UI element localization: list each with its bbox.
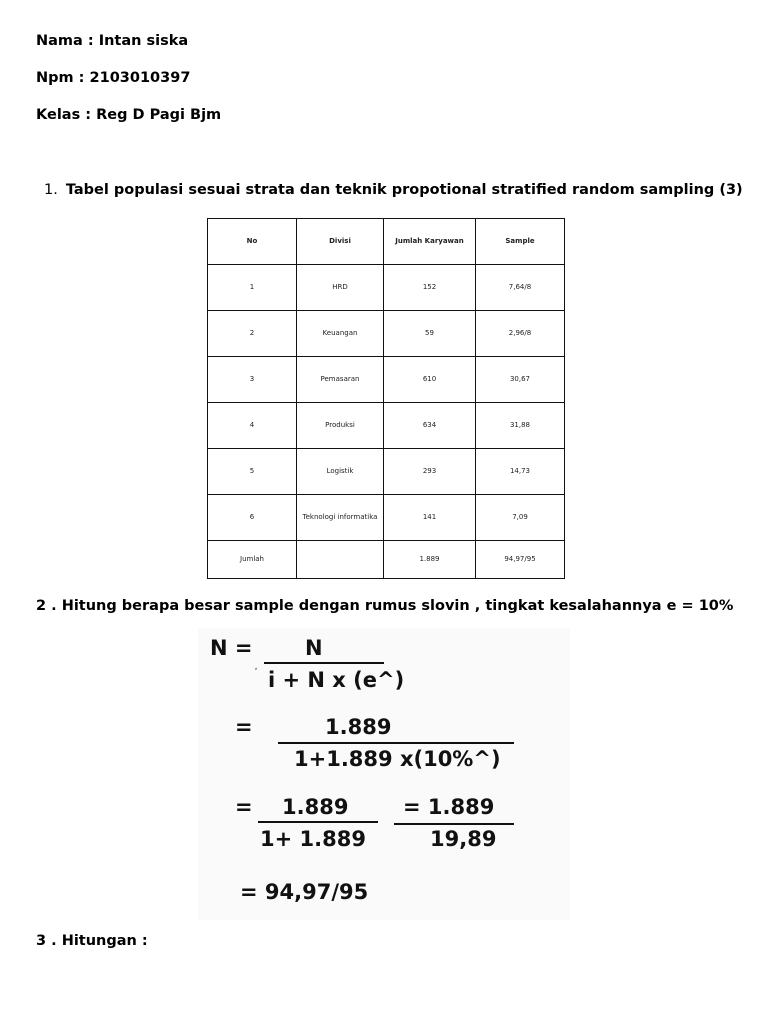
table-row xyxy=(208,449,565,495)
fraction-bar-1 xyxy=(264,662,384,664)
cell-jumlah: 141 xyxy=(384,495,476,541)
cell-divisi: Pemasaran xyxy=(297,357,384,403)
cell-total-sample: 94,97/95 xyxy=(476,541,565,579)
formula-denominator-1: i + N x (e^) xyxy=(268,668,405,692)
table-header-row xyxy=(208,219,565,265)
cell-total-jumlah: 1.889 xyxy=(384,541,476,579)
table-total-row xyxy=(208,541,565,579)
cell-sample: 7,09 xyxy=(476,495,565,541)
cell-jumlah: 59 xyxy=(384,311,476,357)
formula-equals-3: = xyxy=(235,795,253,819)
cell-total-label: Jumlah xyxy=(208,541,297,579)
formula-result: = 94,97/95 xyxy=(240,880,369,904)
formula-tick: , xyxy=(255,664,258,671)
cell-no: 5 xyxy=(208,449,297,495)
formula-numerator-2: 1.889 xyxy=(325,715,392,739)
slovin-formula xyxy=(198,628,570,920)
table-row xyxy=(208,311,565,357)
cell-total-empty xyxy=(297,541,384,579)
table-row xyxy=(208,495,565,541)
table-row xyxy=(208,403,565,449)
table-row xyxy=(208,357,565,403)
cell-divisi: Produksi xyxy=(297,403,384,449)
fraction-bar-3 xyxy=(258,821,378,823)
cell-sample: 14,73 xyxy=(476,449,565,495)
fraction-bar-4 xyxy=(394,823,514,825)
class-line: Kelas : Reg D Pagi Bjm xyxy=(36,107,222,123)
cell-no: 2 xyxy=(208,311,297,357)
cell-divisi: Keuangan xyxy=(297,311,384,357)
name-line: Nama : Intan siska xyxy=(36,33,189,49)
formula-lhs: N = xyxy=(210,636,253,660)
cell-jumlah: 293 xyxy=(384,449,476,495)
cell-no: 4 xyxy=(208,403,297,449)
table-row xyxy=(208,265,565,311)
header-divisi: Divisi xyxy=(297,219,384,265)
header-jumlah-karyawan: Jumlah Karyawan xyxy=(384,219,476,265)
cell-divisi: Logistik xyxy=(297,449,384,495)
cell-no: 3 xyxy=(208,357,297,403)
question-3: 3 . Hitungan : xyxy=(36,933,148,949)
header-no: No xyxy=(208,219,297,265)
formula-equals-2: = xyxy=(235,715,253,739)
cell-sample: 30,67 xyxy=(476,357,565,403)
question-2: 2 . Hitung berapa besar sample dengan rumus slovin , tingkat kesalahannya e = 10% xyxy=(36,598,734,614)
question-1 xyxy=(44,182,743,198)
cell-sample: 31,88 xyxy=(476,403,565,449)
question-1-number: 1. xyxy=(44,182,58,198)
cell-jumlah: 152 xyxy=(384,265,476,311)
question-1-text: Tabel populasi sesuai strata dan teknik propotional stratified random sampling (3) xyxy=(65,182,743,198)
formula-numerator-4: = 1.889 xyxy=(403,795,495,819)
formula-numerator-3: 1.889 xyxy=(282,795,349,819)
cell-no: 6 xyxy=(208,495,297,541)
cell-divisi: HRD xyxy=(297,265,384,311)
header-sample: Sample xyxy=(476,219,565,265)
cell-jumlah: 610 xyxy=(384,357,476,403)
formula-numerator-1: N xyxy=(305,636,323,660)
formula-denominator-3: 1+ 1.889 xyxy=(260,827,366,851)
formula-denominator-2: 1+1.889 x(10%^) xyxy=(294,747,501,771)
cell-jumlah: 634 xyxy=(384,403,476,449)
population-table xyxy=(207,218,565,579)
cell-divisi: Teknologi informatika xyxy=(297,495,384,541)
cell-no: 1 xyxy=(208,265,297,311)
formula-denominator-4: 19,89 xyxy=(430,827,497,851)
cell-sample: 7,64/8 xyxy=(476,265,565,311)
npm-line: Npm : 2103010397 xyxy=(36,70,191,86)
cell-sample: 2,96/8 xyxy=(476,311,565,357)
fraction-bar-2 xyxy=(278,742,514,744)
